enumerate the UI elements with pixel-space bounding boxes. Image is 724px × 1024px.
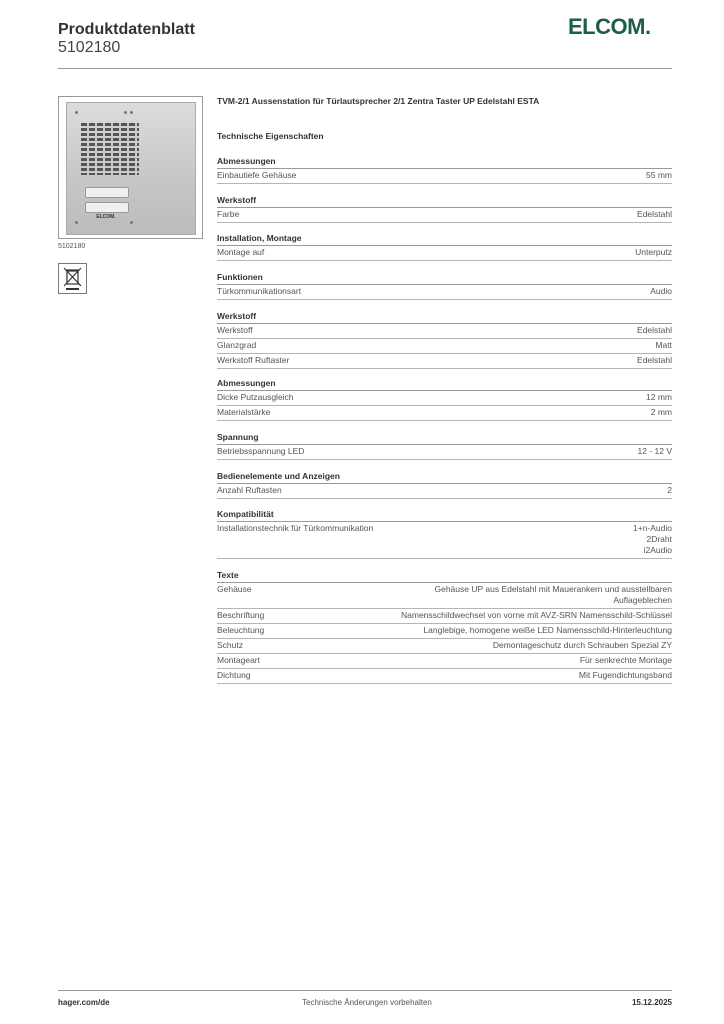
spec-row: [217, 583, 672, 609]
spec-value: Audio: [650, 286, 672, 296]
bell-button-2: [85, 202, 129, 213]
spec-row: [217, 391, 672, 406]
screw-icon: [130, 221, 133, 224]
spec-group-heading: Installation, Montage: [217, 233, 672, 246]
door-station-plate: [66, 102, 196, 235]
spec-value: 2 mm: [650, 407, 672, 417]
spec-group: [217, 570, 672, 684]
spec-label: Installationstechnik für Türkommunikation: [217, 523, 374, 533]
header-divider: [58, 68, 672, 69]
spec-label: Türkommunikationsart: [217, 286, 302, 296]
spec-row: [217, 624, 672, 639]
spec-group-heading: Spannung: [217, 432, 672, 445]
footer-divider: [58, 990, 672, 991]
spec-value: Demontageschutz durch Schrauben Spezial ZY: [492, 640, 672, 650]
weee-crossed-bin-icon: [58, 263, 87, 294]
plate-logo: ELCOM.: [96, 214, 116, 220]
spec-group: [217, 378, 672, 421]
spec-label: Dichtung: [217, 670, 251, 680]
spec-value: 12 mm: [646, 392, 672, 402]
spec-label: Betriebsspannung LED: [217, 446, 305, 456]
screw-icon: [124, 111, 127, 114]
section-heading: Technische Eigenschaften: [217, 131, 324, 141]
spec-row: [217, 669, 672, 684]
spec-value: Namensschildwechsel von vorne mit AVZ-SRN Namensschild-Schlüssel: [401, 610, 672, 620]
spec-row: [217, 339, 672, 354]
photo-caption: 5102180: [58, 243, 86, 250]
spec-label: Schutz: [217, 640, 243, 650]
spec-value: Gehäuse UP aus Edelstahl mit Mauerankern und ausstellbaren Auflageblechen: [434, 584, 672, 605]
footer-disclaimer: Technische Änderungen vorbehalten: [302, 998, 432, 1007]
spec-group: [217, 272, 672, 300]
footer-website: hager.com/de: [58, 998, 110, 1007]
spec-value: Für senkrechte Montage: [579, 655, 672, 665]
footer-date: 15.12.2025: [631, 998, 672, 1007]
spec-group: [217, 432, 672, 460]
spec-value: 2: [667, 485, 672, 495]
spec-row: [217, 609, 672, 624]
spec-row: [217, 654, 672, 669]
spec-value: Edelstahl: [637, 209, 672, 219]
spec-label: Beleuchtung: [217, 625, 265, 635]
spec-value: Langlebige, homogene weiße LED Namensschild-Hinterleuchtung: [423, 625, 672, 635]
spec-group-heading: Texte: [217, 570, 672, 583]
spec-value: Edelstahl: [637, 355, 672, 365]
spec-label: Farbe: [217, 209, 240, 219]
spec-row: [217, 324, 672, 339]
bell-button-1: [85, 187, 129, 198]
spec-label: Materialstärke: [217, 407, 271, 417]
spec-label: Montageart: [217, 655, 260, 665]
document-title: TVM-2/1 Aussenstation für Türlautsprecher 2/1 Zentra Taster UP Edelstahl ESTA: [217, 96, 540, 106]
spec-group: [217, 471, 672, 499]
page-title: Produktdatenblatt: [58, 21, 195, 38]
spec-group-heading: Abmessungen: [217, 378, 672, 391]
spec-group-heading: Abmessungen: [217, 156, 672, 169]
spec-row: [217, 246, 672, 261]
spec-group-heading: Werkstoff: [217, 195, 672, 208]
spec-value: Mit Fugendichtungsband: [578, 670, 672, 680]
spec-label: Werkstoff Ruftaster: [217, 355, 290, 365]
spec-row: [217, 406, 672, 421]
spec-label: Montage auf: [217, 247, 265, 257]
spec-group: [217, 311, 672, 369]
spec-row: [217, 484, 672, 499]
spec-group-heading: Bedienelemente und Anzeigen: [217, 471, 672, 484]
brand-logo: ELCOM.: [568, 14, 651, 39]
screw-icon: [130, 111, 133, 114]
spec-row: [217, 169, 672, 184]
spec-row: [217, 208, 672, 223]
spec-group-heading: Werkstoff: [217, 311, 672, 324]
product-image: [58, 96, 203, 239]
spec-row: [217, 639, 672, 654]
spec-value: Unterputz: [635, 247, 672, 257]
spec-group: [217, 509, 672, 559]
spec-label: Anzahl Ruftasten: [217, 485, 282, 495]
spec-label: Gehäuse: [217, 584, 252, 594]
spec-group: [217, 195, 672, 223]
spec-row: [217, 445, 672, 460]
spec-value: 12 - 12 V: [637, 446, 672, 456]
spec-label: Einbautiefe Gehäuse: [217, 170, 297, 180]
screw-icon: [75, 111, 78, 114]
spec-group-heading: Kompatibilität: [217, 509, 672, 522]
spec-label: Glanzgrad: [217, 340, 257, 350]
spec-label: Werkstoff: [217, 325, 253, 335]
spec-value: 1+n-Audio 2Draht i2Audio: [633, 523, 672, 555]
spec-group: [217, 156, 672, 184]
spec-value: Matt: [655, 340, 672, 350]
spec-row: [217, 354, 672, 369]
spec-group-heading: Funktionen: [217, 272, 672, 285]
spec-value: 55 mm: [646, 170, 672, 180]
product-number: 5102180: [58, 39, 121, 56]
spec-label: Dicke Putzausgleich: [217, 392, 294, 402]
spec-label: Beschriftung: [217, 610, 265, 620]
screw-icon: [75, 221, 78, 224]
spec-group: [217, 233, 672, 261]
spec-row: [217, 285, 672, 300]
spec-row: [217, 522, 672, 559]
spec-value: Edelstahl: [637, 325, 672, 335]
